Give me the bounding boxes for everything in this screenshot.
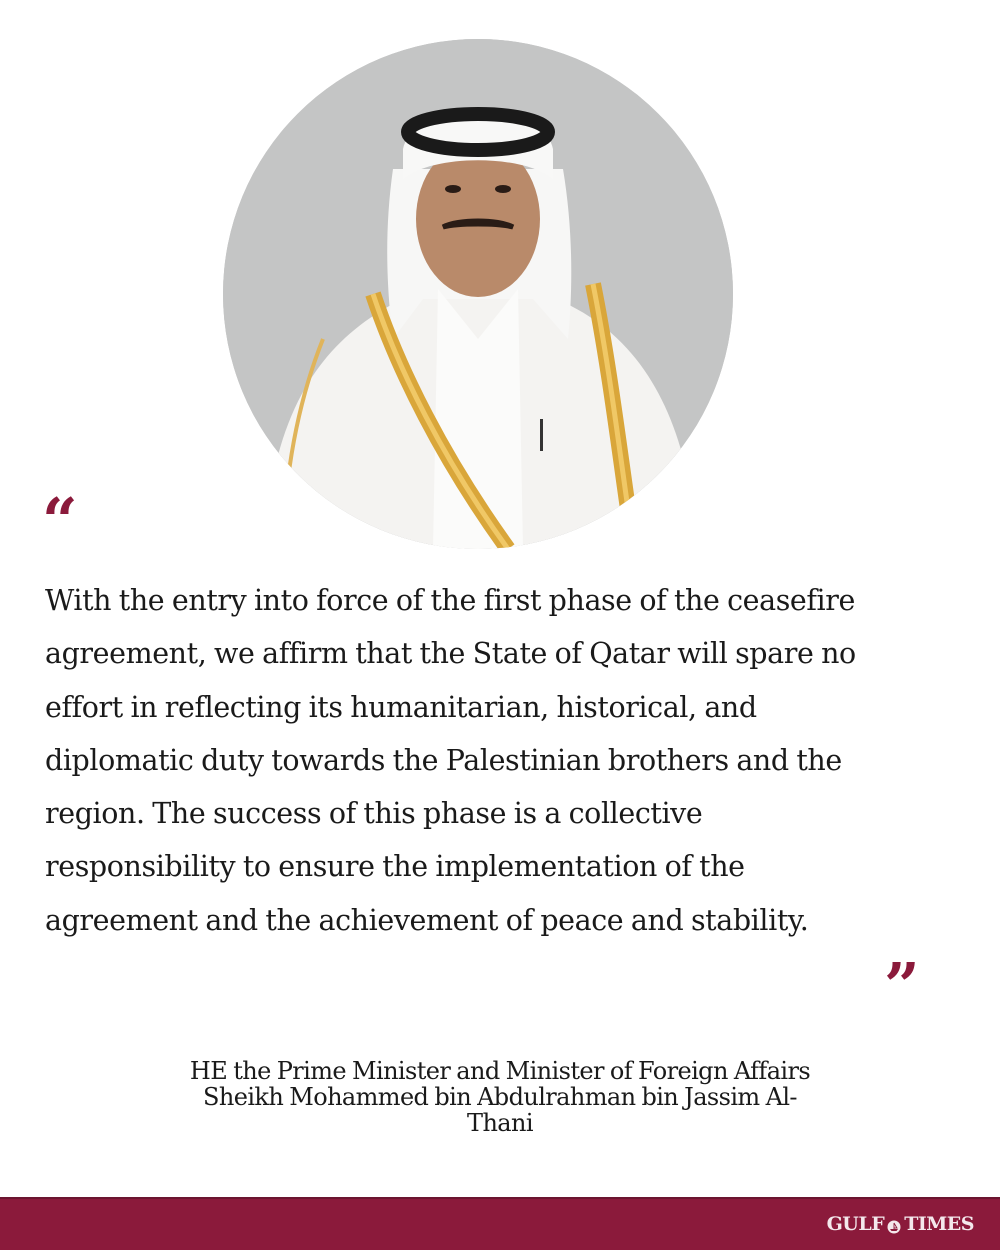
portrait-illustration [223,39,733,549]
quote-line: region. The success of this phase is a collective [45,797,703,831]
brand-word-times: TIMES [904,1213,974,1235]
attribution-line: Thani [467,1109,533,1137]
quote-line: agreement and the achievement of peace and stability. [45,903,809,937]
quote-line: diplomatic duty towards the Palestinian brothers and the [45,743,842,777]
attribution-line: HE the Prime Minister and Minister of Foreign Affairs [189,1057,811,1085]
gulf-times-logo [827,1213,974,1235]
brand-word-gulf: GULF [826,1213,885,1235]
close-quote-mark: ” [884,949,916,1022]
open-quote-mark: “ [42,484,74,557]
footer-bar [0,1197,1000,1250]
quote-line: With the entry into force of the first phase of the ceasefire [45,584,855,617]
speaker-portrait [223,39,733,549]
quote-line: effort in reflecting its humanitarian, historical, and [45,690,757,724]
quote-text [45,574,935,947]
quote-line: agreement, we affirm that the State of Qatar will spare no [45,637,856,671]
attribution-line: Sheikh Mohammed bin Abdulrahman bin Jassim Al- [203,1083,797,1111]
quote-line: responsibility to ensure the implementation of the [45,850,745,884]
speaker-attribution [80,1058,920,1136]
globe-ship-emblem-icon [887,1217,901,1231]
